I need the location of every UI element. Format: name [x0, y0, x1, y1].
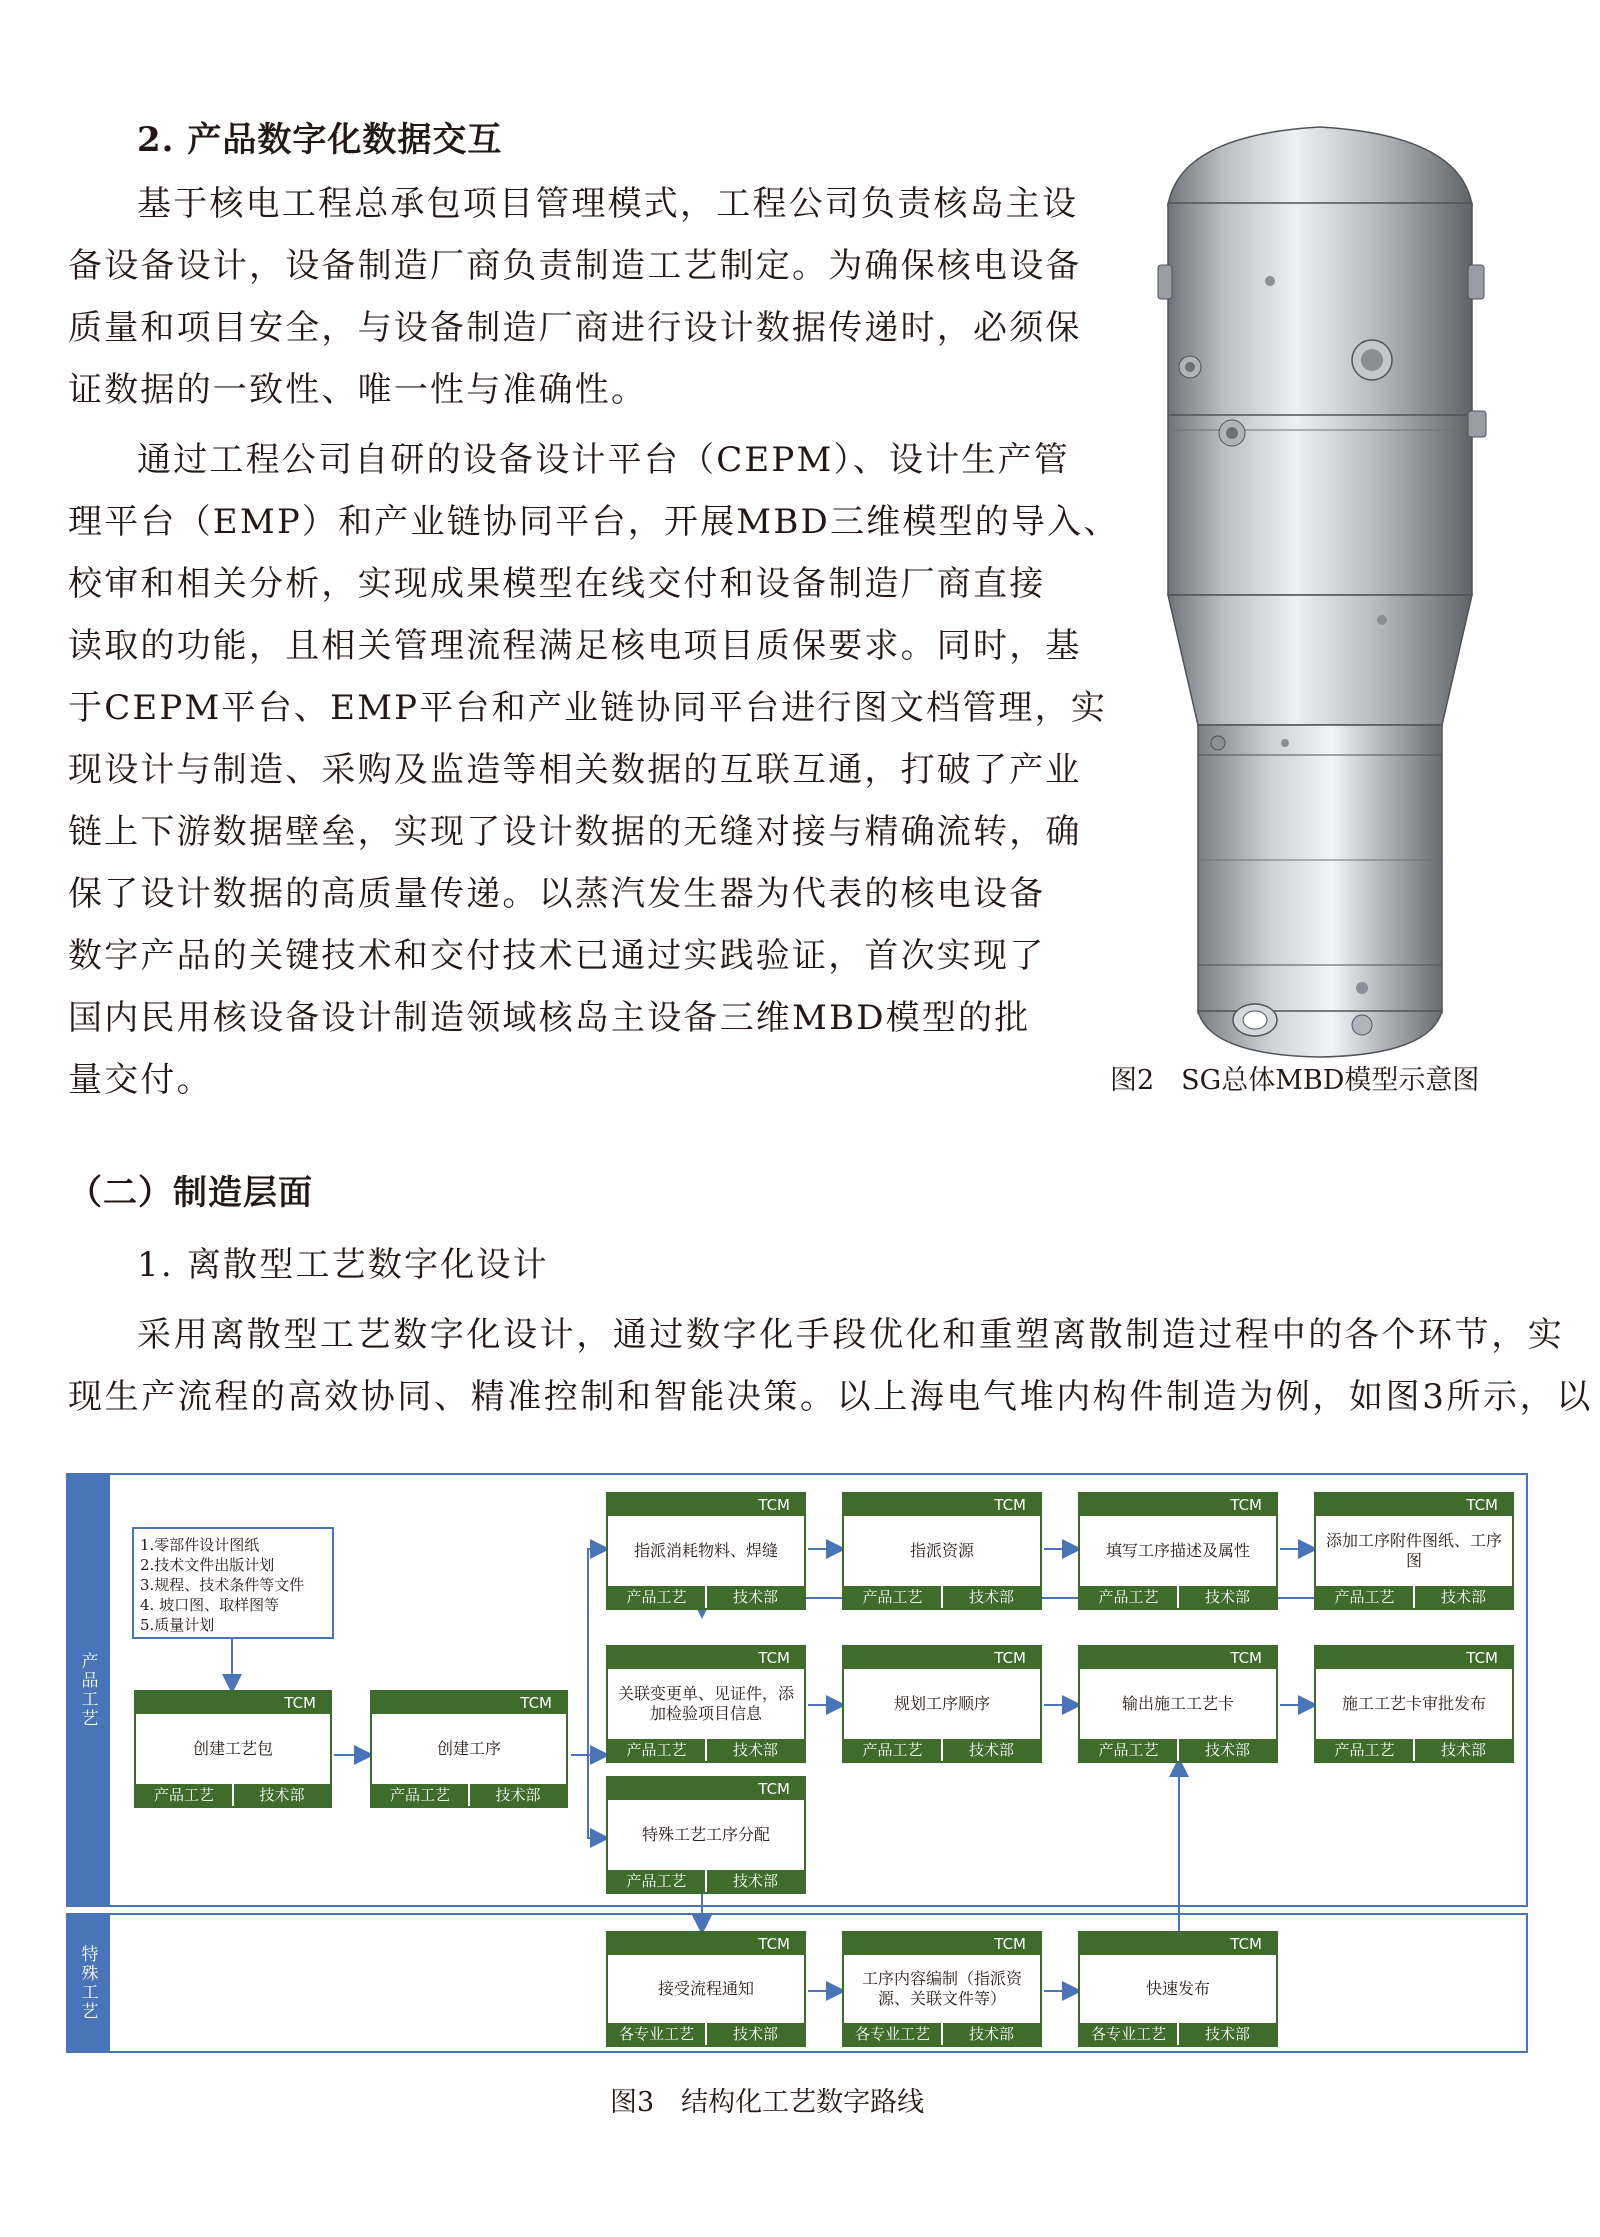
process-card-create-package [134, 1690, 332, 1808]
swimlane-label: 特殊工艺 [66, 1913, 110, 2053]
tcm-tag: TCM [1080, 1494, 1276, 1516]
swimlane-label: 产品工艺 [66, 1473, 110, 1907]
steam-generator-model-image [1150, 115, 1490, 1060]
note-line: 1.零部件设计图纸 [140, 1536, 260, 1554]
tcm-tag: TCM [608, 1494, 804, 1516]
card-owner: 各专业工艺 [1090, 2025, 1166, 2043]
note-line: 4. 坡口图、取样图等 [140, 1596, 280, 1614]
process-card-quick-publish [1078, 1931, 1278, 2047]
card-title: 填写工序描述及属性 [1105, 1541, 1250, 1560]
text-line: 校审和相关分析，实现成果模型在线交付和设备制造厂商直接 [68, 564, 1046, 604]
process-card-plan-order [842, 1645, 1042, 1763]
card-dept: 技术部 [1177, 2023, 1276, 2045]
tcm-tag: TCM [1080, 1933, 1276, 1955]
tcm-tag: TCM [608, 1933, 804, 1955]
text-line: 保了设计数据的高质量传递。以蒸汽发生器为代表的核电设备 [68, 874, 1046, 914]
tcm-tag: TCM [372, 1692, 566, 1714]
tcm-tag: TCM [136, 1692, 330, 1714]
card-title: 输出施工工艺卡 [1121, 1694, 1234, 1713]
process-card-special-assign [606, 1776, 806, 1894]
process-card-fill-description [1078, 1492, 1278, 1610]
tcm-tag: TCM [844, 1494, 1040, 1516]
card-dept: 技术部 [705, 1586, 804, 1608]
card-owner: 产品工艺 [1098, 1741, 1159, 1759]
text-line: 数字产品的关键技术和交付技术已通过实践验证，首次实现了 [68, 936, 1046, 976]
process-card-assign-resources [842, 1492, 1042, 1610]
section-heading: （二）制造层面 [68, 1173, 313, 1213]
text-line: 于CEPM平台、EMP平台和产业链协同平台进行图文档管理，实 [68, 688, 1108, 728]
card-owner: 产品工艺 [389, 1786, 450, 1804]
process-card-content-edit [842, 1931, 1042, 2047]
card-owner: 产品工艺 [626, 1741, 687, 1759]
card-dept: 技术部 [705, 2023, 804, 2045]
process-card-link-change [606, 1645, 806, 1763]
card-title: 快速发布 [1145, 1979, 1210, 1998]
card-title: 规划工序顺序 [893, 1694, 990, 1713]
text-line: 现设计与制造、采购及监造等相关数据的互联互通，打破了产业 [68, 750, 1082, 790]
card-dept: 技术部 [1413, 1586, 1512, 1608]
process-card-receive-notice [606, 1931, 806, 2047]
card-title: 工序内容编制（指派资源、关联文件等） [861, 1969, 1022, 2008]
card-owner: 产品工艺 [862, 1741, 923, 1759]
card-owner: 产品工艺 [862, 1588, 923, 1606]
text-line: 理平台（EMP）和产业链协同平台，开展MBD三维模型的导入、 [68, 502, 1120, 542]
input-documents-note [132, 1527, 334, 1639]
card-title: 指派消耗物料、焊缝 [633, 1541, 778, 1560]
card-dept: 技术部 [1177, 1586, 1276, 1608]
section-heading: 2. 产品数字化数据交互 [137, 120, 503, 160]
process-card-assign-consumables [606, 1492, 806, 1610]
text-line: 现生产流程的高效协同、精准控制和智能决策。以上海电气堆内构件制造为例，如图3所示，以 [68, 1377, 1593, 1417]
text-line: 备设备设计，设备制造厂商负责制造工艺制定。为确保核电设备 [68, 246, 1082, 286]
process-card-approve-card [1314, 1645, 1514, 1763]
card-dept: 技术部 [1177, 1739, 1276, 1761]
tcm-tag: TCM [1316, 1647, 1512, 1669]
text-line: 证数据的一致性、唯一性与准确性。 [68, 370, 648, 410]
process-card-add-attachments [1314, 1492, 1514, 1610]
card-owner: 产品工艺 [1334, 1741, 1395, 1759]
text-line: 采用离散型工艺数字化设计，通过数字化手段优化和重塑离散制造过程中的各个环节，实 [137, 1315, 1565, 1355]
card-owner: 各专业工艺 [854, 2025, 930, 2043]
card-owner: 产品工艺 [1098, 1588, 1159, 1606]
note-line: 5.质量计划 [140, 1616, 215, 1634]
text-line: 基于核电工程总承包项目管理模式，工程公司负责核岛主设 [137, 184, 1079, 224]
note-line: 2.技术文件出版计划 [140, 1556, 275, 1574]
tcm-tag: TCM [1080, 1647, 1276, 1669]
card-dept: 技术部 [705, 1870, 804, 1892]
process-flowchart [66, 1473, 1528, 2058]
tcm-tag: TCM [1316, 1494, 1512, 1516]
figure-2-caption: 图2 SG总体MBD模型示意图 [1110, 1065, 1480, 1096]
card-title: 施工工艺卡审批发布 [1341, 1694, 1486, 1713]
tcm-tag: TCM [844, 1933, 1040, 1955]
card-title: 关联变更单、见证件，添加检验项目信息 [617, 1684, 794, 1723]
card-title: 特殊工艺工序分配 [641, 1825, 770, 1844]
card-owner: 产品工艺 [626, 1872, 687, 1890]
card-dept: 技术部 [1413, 1739, 1512, 1761]
text-line: 通过工程公司自研的设备设计平台（CEPM）、设计生产管 [137, 440, 1070, 480]
card-dept: 技术部 [941, 2023, 1040, 2045]
figure-3-caption: 图3 结构化工艺数字路线 [610, 2087, 925, 2118]
tcm-tag: TCM [608, 1647, 804, 1669]
card-dept: 技术部 [232, 1784, 330, 1806]
card-dept: 技术部 [941, 1739, 1040, 1761]
tcm-tag: TCM [608, 1778, 804, 1800]
process-card-create-process [370, 1690, 568, 1808]
card-dept: 技术部 [705, 1739, 804, 1761]
card-owner: 各专业工艺 [618, 2025, 694, 2043]
process-card-output-card [1078, 1645, 1278, 1763]
card-owner: 产品工艺 [153, 1786, 214, 1804]
tcm-tag: TCM [844, 1647, 1040, 1669]
card-title: 指派资源 [909, 1541, 974, 1560]
card-owner: 产品工艺 [1334, 1588, 1395, 1606]
text-line: 读取的功能，且相关管理流程满足核电项目质保要求。同时，基 [68, 626, 1082, 666]
card-owner: 产品工艺 [626, 1588, 687, 1606]
text-line: 国内民用核设备设计制造领域核岛主设备三维MBD模型的批 [68, 998, 1031, 1038]
card-title: 创建工序 [436, 1739, 501, 1758]
note-line: 3.规程、技术条件等文件 [140, 1576, 305, 1594]
card-title: 创建工艺包 [192, 1739, 273, 1758]
card-dept: 技术部 [941, 1586, 1040, 1608]
text-line: 链上下游数据壁垒，实现了设计数据的无缝对接与精确流转，确 [68, 812, 1082, 852]
subsection-heading: 1. 离散型工艺数字化设计 [137, 1245, 549, 1285]
text-line: 量交付。 [68, 1060, 213, 1100]
card-title: 添加工序附件图纸、工序图 [1325, 1531, 1502, 1570]
card-dept: 技术部 [468, 1784, 566, 1806]
text-line: 质量和项目安全，与设备制造厂商进行设计数据传递时，必须保 [68, 308, 1082, 348]
card-title: 接受流程通知 [657, 1979, 754, 1998]
